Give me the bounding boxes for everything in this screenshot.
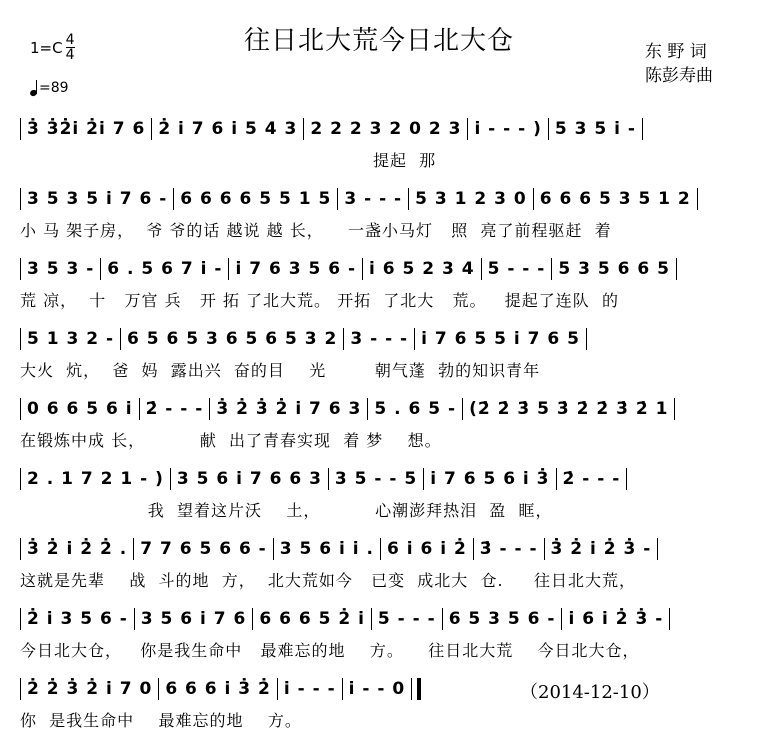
measure: 5 . 6 5 - xyxy=(374,399,457,419)
measure: 6 5 6 5 3 6 5 6 5 3 2 xyxy=(127,329,338,349)
measure: 6 5 3 5 6 - xyxy=(448,609,556,629)
notation-row xyxy=(20,328,746,350)
notation-row xyxy=(20,538,746,560)
measure: 3 5 6 i i . xyxy=(279,539,374,559)
lyrics-row: 你 是我生命中 最难忘的地 方。 xyxy=(20,711,302,730)
lyrics-row: 提起 那 xyxy=(20,151,437,170)
measure: 2̇ i 7 6 i 5 4 3 xyxy=(158,119,298,139)
lyrics-row: 荒 凉， 十 万官 兵 开 拓 了北大荒。 开拓 了北大 荒。 提起了连队 的 xyxy=(20,291,619,310)
measure: 6 . 5 6 7 i - xyxy=(107,259,223,279)
final-barline xyxy=(411,678,421,700)
measure: 3 5 3 5 i 7 6 - xyxy=(27,189,168,209)
measure: 3̇ 2̇ 3̇ 2̇ i 7 6 3 xyxy=(216,399,362,419)
lyrics-row: 大火 炕， 爸 妈 露出兴 奋的目 光 朝气蓬 勃的知识青年 xyxy=(20,361,541,380)
measure: i 6 5 2 3 4 xyxy=(369,259,475,279)
measure: 3̇ 2̇ i 2̇ 3̇ - xyxy=(550,539,652,559)
notation-row xyxy=(20,258,746,280)
measure: 3 5 6 i 7 6 6 3 xyxy=(176,469,322,489)
measure: i 7 6 5 6 i 3̇ xyxy=(430,469,550,489)
credits xyxy=(645,40,713,88)
score-system xyxy=(0,248,758,318)
tempo-marking xyxy=(30,80,69,96)
measure: 5 3 5 i - xyxy=(554,119,636,139)
measure: 3̇ - - - xyxy=(479,539,538,559)
lyrics-row: 小 马 架子房， 爷 爷的话 越说 越 长， 一盏小马灯 照 亮了前程驱赶 着 xyxy=(20,221,612,240)
measure: 6 6 6 6 5 5 1 5 xyxy=(180,189,332,209)
measure: 5 - - - xyxy=(487,259,546,279)
measure: 2̇ - - - xyxy=(145,399,204,419)
measure: 3 - - - xyxy=(344,189,403,209)
measure: i 7 6 5 5 i 7 6 5 xyxy=(421,329,580,349)
score-system xyxy=(0,458,758,528)
composer: 陈彭寿曲 xyxy=(645,66,713,86)
barline xyxy=(674,398,675,420)
measure: 3̇ 2̇ i 2̇ 2̇ . xyxy=(27,539,128,559)
measure: 2 . 1 7 2 1 - ) xyxy=(27,469,164,489)
lyrics-row: 今日北大仓， 你是我生命中 最难忘的地 方。 往日北大荒 今日北大仓， xyxy=(20,641,640,660)
measure: 5 - - - xyxy=(377,609,436,629)
tempo-value: =89 xyxy=(39,80,69,96)
lyrics-row: 在锻炼中成 长， 献 出了青春实现 着 梦 想。 xyxy=(20,431,442,450)
notation-row xyxy=(20,188,746,210)
barline xyxy=(669,608,670,630)
score-system xyxy=(0,388,758,458)
barline xyxy=(697,188,698,210)
measure: 3 - - - xyxy=(350,329,409,349)
measure: 2̇ 2̇ 3̇ 2̇ i 7 0 xyxy=(27,679,153,699)
score-systems xyxy=(0,108,758,738)
barline xyxy=(586,328,587,350)
notation-row xyxy=(20,468,746,490)
score-system xyxy=(0,178,758,248)
measure: 2 2 2 3 2 0 2 3 xyxy=(310,119,462,139)
measure: 6 6 6 5 3 5 1 2 xyxy=(539,189,691,209)
measure: 5 3 5 6 6 5 xyxy=(558,259,670,279)
lyrics-row: 这就是先辈 战 斗的地 方， 北大荒如今 已变 成北大 仓. 往日北大荒， xyxy=(20,571,636,590)
measure: 2̇ - - - xyxy=(562,469,621,489)
measure: 3 5 6 i 7 6 xyxy=(140,609,247,629)
date-stamp: （2014-12-10） xyxy=(520,682,660,703)
measure: 3̇ 3̇2̇i 2̇i 7 6 xyxy=(27,119,146,139)
measure: i - - 0 xyxy=(348,679,406,699)
measure: i - - - ) xyxy=(474,119,542,139)
score-system xyxy=(0,108,758,178)
measure: 0 6 6 5 6 i xyxy=(27,399,133,419)
time-signature-bottom: 4 xyxy=(65,47,75,63)
measure: i 6 i 2̇ 3̇ - xyxy=(568,609,664,629)
notation-row xyxy=(20,118,746,140)
measure: 3 5 3 - xyxy=(27,259,95,279)
score-header xyxy=(0,0,758,100)
measure: 7 7 6 5 6 6 - xyxy=(140,539,267,559)
measure: (2̇ 2̇ 3̇ 5 3̇ 2̇ 2̇ 3̇ 2̇ 1 xyxy=(469,399,669,419)
barline xyxy=(657,538,658,560)
barline xyxy=(676,258,677,280)
notation-row xyxy=(20,608,746,630)
barline xyxy=(626,468,627,490)
quarter-note-icon xyxy=(30,80,38,96)
measure: 5 1 3 2 - xyxy=(27,329,115,349)
lyricist: 东 野 词 xyxy=(645,42,707,62)
measure: 6 6 6 i 3̇ 2̇ xyxy=(165,679,271,699)
measure: i 7 6 3 5 6 - xyxy=(235,259,357,279)
measure: 5 3 1 2 3 0 xyxy=(415,189,527,209)
score-system xyxy=(0,598,758,668)
measure: 3 5 - - 5 xyxy=(334,469,418,489)
score-system xyxy=(0,528,758,598)
measure: 6 i 6 i 2̇ xyxy=(386,539,467,559)
notation-row xyxy=(20,398,746,420)
score-system xyxy=(0,318,758,388)
measure: 2̇ i 3 5 6 - xyxy=(27,609,128,629)
measure: 6 6 6 5 2̇ i xyxy=(259,609,365,629)
key-label: 1=C xyxy=(30,38,63,57)
time-signature-top: 4 xyxy=(65,32,75,48)
lyrics-row: 我 望着这片沃 土， 心潮澎拜热泪 盈 眶， xyxy=(20,501,553,520)
measure: i - - - xyxy=(283,679,336,699)
score-system xyxy=(0,668,758,738)
song-title: 往日北大荒今日北大仓 xyxy=(243,26,514,56)
barline xyxy=(642,118,643,140)
